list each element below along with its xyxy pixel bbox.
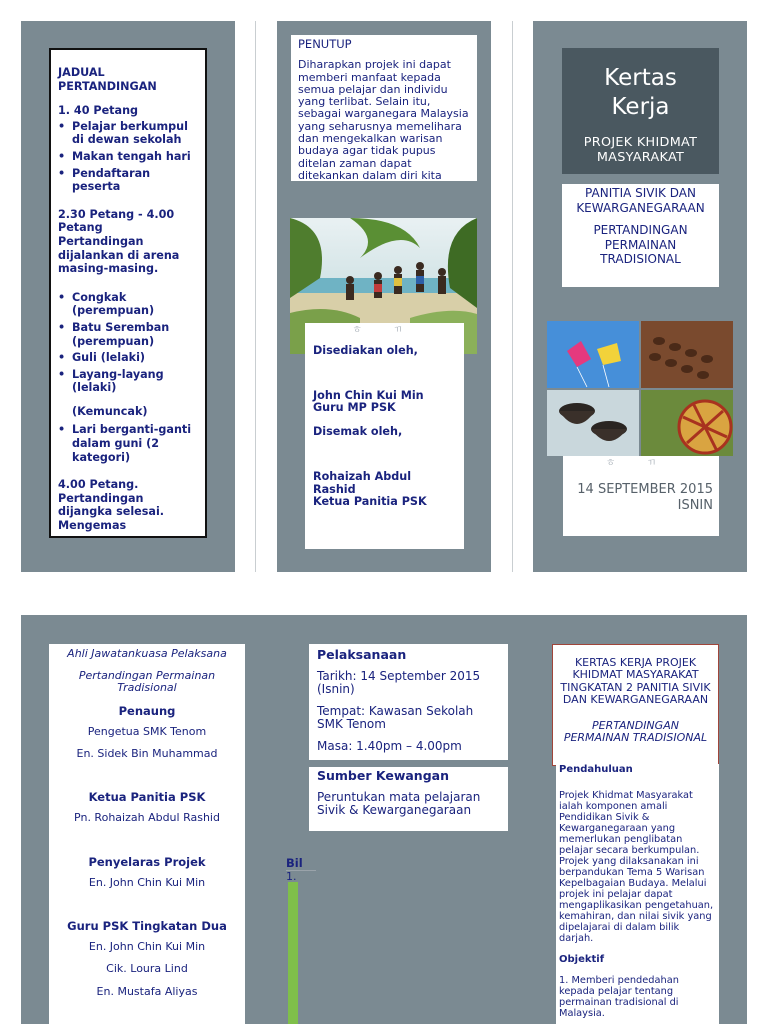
cover-title-line-2: Kerja xyxy=(611,94,670,120)
penutup-heading: PENUTUP xyxy=(298,37,352,51)
cover-date: 14 SEPTEMBER 2015 xyxy=(577,482,713,497)
prepared-by-box xyxy=(305,323,464,549)
schedule-list-2 xyxy=(58,291,199,395)
kertas-kerja-subtitle: PERTANDINGAN PERMAINAN TRADISIONAL xyxy=(563,718,708,745)
cover-org: PANITIA SIVIK DAN KEWARGANEGARAAN xyxy=(576,186,705,215)
kertas-kerja-title: KERTAS KERJA PROJEK KHIDMAT MASYARAKAT TINGKATAN 2 PANITIA SIVIK DAN KEWARGANEGARAAN xyxy=(560,656,711,707)
penaung-line: En. Sidek Bin Muhammad xyxy=(76,747,218,761)
pendahuluan-box xyxy=(556,764,719,1024)
list-item: • Congkak (perempuan) xyxy=(72,291,199,318)
schedule-box xyxy=(49,48,207,538)
list-item: • Batu Seremban (perempuan) xyxy=(72,321,199,348)
prepared-by-label: Disediakan oleh, xyxy=(313,344,418,357)
committee-box xyxy=(49,644,245,1024)
guru-label: Guru PSK Tingkatan Dua xyxy=(67,919,227,934)
schedule-kemuncak: (Kemuncak) xyxy=(72,404,148,418)
committee-heading: Ahli Jawatankuasa Pelaksana xyxy=(67,647,227,660)
list-item: • Pelajar berkumpul di dewan sekolah xyxy=(72,120,199,147)
guru-line: En. John Chin Kui Min xyxy=(88,940,206,954)
guru-line: En. Mustafa Aliyas xyxy=(96,984,198,998)
prepared-by-name: John Chin Kui Min xyxy=(313,388,424,402)
sumber-body: Peruntukan mata pelajaran Sivik & Kewarganegaraan xyxy=(317,790,481,817)
fold-line xyxy=(255,21,256,572)
schedule-title: JADUAL PERTANDINGAN xyxy=(58,66,157,93)
pelaksanaan-masa: Masa: 1.40pm – 4.00pm xyxy=(317,739,462,753)
decorative-glyph: ㅎ ㄲ xyxy=(352,325,417,336)
pelaksanaan-tarikh: Tarikh: 14 September 2015 (Isnin) xyxy=(317,669,481,696)
checked-by-name: Rohaizah Abdul Rashid xyxy=(313,470,412,496)
schedule-time-1: 1. 40 Petang xyxy=(58,104,139,118)
table-row-number: 1. xyxy=(286,870,297,883)
pendahuluan-heading: Pendahuluan xyxy=(559,764,633,775)
ketua-line: Pn. Rohaizah Abdul Rashid xyxy=(74,811,220,825)
penutup-body: Diharapkan projek ini dapat memberi manfaat kepada semua pelajar dan individu yang terlibat. Selain itu, sebagai warganegara Malaysia yang seharusnya memelihara dan mengekalkan warisan budaya agar tidak pupus ditelan zaman dapat ditekankan dalam diri kita xyxy=(298,58,469,181)
traditional-games-collage xyxy=(547,321,733,456)
objektif-heading: Objektif xyxy=(559,954,605,965)
sumber-kewangan-box xyxy=(309,767,508,831)
table-column-bar xyxy=(288,882,298,1024)
schedule-time-3: 4.00 Petang. xyxy=(58,478,139,492)
schedule-list-3 xyxy=(58,423,199,464)
prepared-by-role: Guru MP PSK xyxy=(313,401,396,414)
penyelaras-label: Penyelaras Projek xyxy=(88,854,206,869)
schedule-time-2: 2.30 Petang - 4.00 Petang xyxy=(58,207,175,235)
fold-line xyxy=(512,21,513,572)
pelaksanaan-box xyxy=(309,644,508,760)
table-header-bil: Bil xyxy=(286,856,303,870)
objektif-item: 1. Memberi pendedahan kepada pelajar tentang permainan tradisional di Malaysia. xyxy=(559,975,679,1019)
penutup-box xyxy=(291,35,477,181)
cover-title-box xyxy=(562,48,719,174)
penaung-label: Penaung xyxy=(118,703,176,718)
kertas-kerja-title-box xyxy=(552,644,719,766)
sumber-heading: Sumber Kewangan xyxy=(317,768,449,783)
checked-by-label: Disemak oleh, xyxy=(313,424,403,438)
penyelaras-line: En. John Chin Kui Min xyxy=(88,875,206,889)
schedule-list-1 xyxy=(58,120,199,194)
cover-day: ISNIN xyxy=(677,497,713,513)
schedule-desc-3: Pertandingan dijangka selesai. Mengemas xyxy=(58,491,165,533)
list-item: • Layang-layang (lelaki) xyxy=(72,368,199,395)
cover-subtitle: PROJEK KHIDMAT MASYARAKAT xyxy=(583,135,698,165)
guru-line: Cik. Loura Lind xyxy=(106,962,188,976)
list-item: • Makan tengah hari xyxy=(72,150,199,164)
decorative-glyph: ㅎ ㄲ xyxy=(605,458,671,469)
list-item: • Guli (lelaki) xyxy=(72,351,199,365)
cover-date-box xyxy=(563,456,719,536)
committee-subheading: Pertandingan Permainan Tradisional xyxy=(78,669,216,695)
cover-org-box xyxy=(562,184,719,287)
cover-title-line-1: Kertas xyxy=(604,65,677,91)
checked-by-role: Ketua Panitia PSK xyxy=(313,495,427,508)
pelaksanaan-tempat: Tempat: Kawasan Sekolah SMK Tenom xyxy=(317,704,474,731)
list-item: • Lari berganti-ganti dalam guni (2 kategori) xyxy=(72,423,199,464)
schedule-desc-2: Pertandingan dijalankan di arena masing-masing. xyxy=(58,234,180,276)
list-item: • Pendaftaran peserta xyxy=(72,167,199,194)
penaung-line: Pengetua SMK Tenom xyxy=(87,724,207,738)
cover-event: PERTANDINGAN PERMAINAN TRADISIONAL xyxy=(593,223,688,266)
ketua-label: Ketua Panitia PSK xyxy=(88,790,206,805)
pelaksanaan-heading: Pelaksanaan xyxy=(317,647,407,662)
pendahuluan-body: Projek Khidmat Masyarakat ialah komponen amali Pendidikan Sivik & Kewarganegaraan yang memerlukan penglibatan pelajar secara berkumpulan. Projek yang dilaksanakan ini berpandukan Tema 5 Warisan Kepelbagaian Budaya. Melalui projek ini pelajar dapat mengaplikasikan pengetahuan, kemahiran, dan nilai sivik yang dipelajarai di dalam bilik darjah. xyxy=(559,790,714,944)
